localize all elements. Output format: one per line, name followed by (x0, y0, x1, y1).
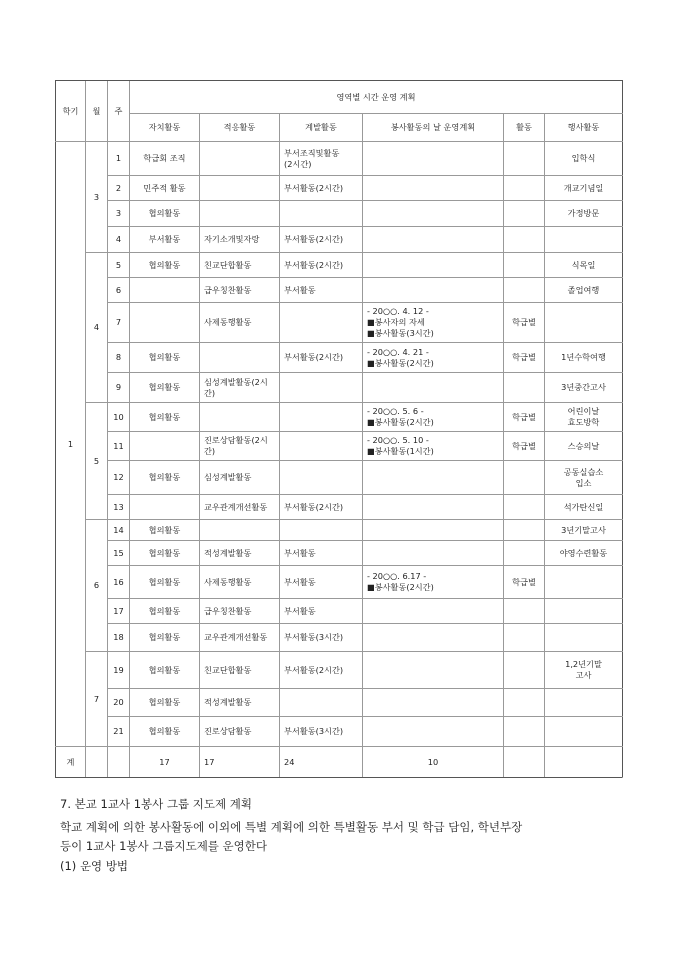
week-cell: 17 (108, 599, 130, 624)
header-col: 자치활동 (130, 114, 200, 142)
self-activity-cell: 협의활동 (130, 403, 200, 432)
event-cell (545, 373, 623, 403)
self-activity-cell (130, 303, 200, 343)
adapt-activity-cell: 심성계발활동 (200, 461, 280, 495)
adapt-activity-cell (200, 343, 280, 373)
dev-activity-cell (280, 253, 363, 278)
dev-activity-cell (280, 343, 363, 373)
table-row (56, 176, 623, 201)
week-cell: 14 (108, 520, 130, 541)
body-line-1: 학교 계획에 의한 봉사활동에 이외에 특별 계획에 의한 특별활동 부서 및 학급 담임, 학년부장 (60, 820, 523, 834)
week-cell: 3 (108, 201, 130, 227)
header-semester: 학기 (56, 81, 86, 142)
activity-cell (504, 717, 545, 747)
dev-activity-cell (280, 227, 363, 253)
month-cell: 3 (86, 142, 108, 253)
month-cell: 4 (86, 253, 108, 403)
self-activity-cell: 협의활동 (130, 520, 200, 541)
service-plan-cell (363, 717, 504, 747)
week-cell: 21 (108, 717, 130, 747)
month-cell: 6 (86, 520, 108, 652)
event-cell (545, 689, 623, 717)
table-row (56, 227, 623, 253)
header-col: 행사활동 (545, 114, 623, 142)
totals-empty (108, 747, 130, 778)
self-activity-cell (130, 495, 200, 520)
week-cell: 18 (108, 624, 130, 652)
dev-activity-cell (280, 142, 363, 176)
section-title: 7. 본교 1교사 1봉사 그룹 지도제 계획 (60, 797, 252, 811)
event-cell (545, 652, 623, 689)
totals-service: 10 (363, 747, 504, 778)
table-bottom-border (55, 777, 622, 778)
adapt-activity-cell: 사제동행활동 (200, 566, 280, 599)
service-plan-cell (363, 303, 504, 343)
service-plan-cell (363, 520, 504, 541)
service-plan-cell (363, 624, 504, 652)
header-row (56, 114, 623, 142)
table-row (56, 599, 623, 624)
activity-cell (504, 142, 545, 176)
self-activity-cell: 협의활동 (130, 599, 200, 624)
service-plan-cell (363, 201, 504, 227)
dev-activity-cell-line: 부서활동(2시간) (284, 234, 344, 244)
activity-cell: 학급별 (504, 403, 545, 432)
event-cell (545, 403, 623, 432)
event-cell-line: 3년기말고사 (561, 524, 606, 535)
activity-cell (504, 373, 545, 403)
table-row (56, 201, 623, 227)
week-cell: 4 (108, 227, 130, 253)
table-row (56, 652, 623, 689)
dev-activity-cell (280, 599, 363, 624)
dev-activity-cell-line: 부서조직및활동 (284, 147, 340, 158)
week-cell: 1 (108, 142, 130, 176)
dev-activity-cell (280, 461, 363, 495)
service-plan-cell (363, 373, 504, 403)
adapt-activity-cell (200, 142, 280, 176)
service-plan-cell (363, 652, 504, 689)
activity-cell (504, 599, 545, 624)
self-activity-cell: 협의활동 (130, 373, 200, 403)
activity-cell: 학급별 (504, 432, 545, 461)
service-plan-cell (363, 599, 504, 624)
activity-cell (504, 227, 545, 253)
event-cell (545, 343, 623, 373)
adapt-activity-cell: 사제동행활동 (200, 303, 280, 343)
week-cell: 19 (108, 652, 130, 689)
service-plan-cell-line: - 20○○. 4. 21 - (367, 346, 429, 357)
dev-activity-cell (280, 176, 363, 201)
service-plan-cell (363, 541, 504, 566)
event-cell-line: 1년수학여행 (561, 352, 606, 362)
event-cell (545, 624, 623, 652)
self-activity-cell: 민주적 활동 (130, 176, 200, 201)
table-row (56, 303, 623, 343)
service-plan-cell-line: ■봉사활동(2시간) (367, 582, 434, 592)
self-activity-cell (130, 432, 200, 461)
dev-activity-cell (280, 566, 363, 599)
event-cell-line: 개교기념일 (563, 182, 604, 193)
activity-cell (504, 652, 545, 689)
header-group-title: 영역별 시간 운영 계획 (130, 81, 623, 114)
totals-self: 17 (130, 747, 200, 778)
adapt-activity-cell: 진로상담활동 (200, 717, 280, 747)
event-cell-line: 입학식 (571, 153, 596, 163)
service-plan-cell (363, 566, 504, 599)
dev-activity-cell (280, 520, 363, 541)
activity-cell (504, 495, 545, 520)
subsection-title: (1) 운영 방법 (60, 859, 129, 873)
self-activity-cell: 부서활동 (130, 227, 200, 253)
service-plan-cell-line: ■봉사활동(2시간) (367, 357, 434, 368)
week-cell: 9 (108, 373, 130, 403)
self-activity-cell: 협의활동 (130, 689, 200, 717)
adapt-activity-cell: 교우관계개선활동 (200, 495, 280, 520)
header-col: 활동 (504, 114, 545, 142)
event-cell-line: 고사 (575, 670, 592, 680)
event-cell-line: 어린이날 (567, 406, 600, 416)
activity-cell (504, 624, 545, 652)
activity-cell: 학급별 (504, 566, 545, 599)
totals-dev: 24 (280, 747, 363, 778)
adapt-activity-cell (200, 201, 280, 227)
adapt-activity-cell: 적성계발활동 (200, 689, 280, 717)
totals-empty (86, 747, 108, 778)
service-plan-cell-line: ■봉사활동(3시간) (367, 328, 434, 338)
event-cell-line: 식목일 (571, 259, 596, 270)
adapt-activity-cell: 친교단합활동 (200, 652, 280, 689)
dev-activity-cell-line: 부서활동(2시간) (284, 664, 344, 675)
service-plan-cell-line: - 20○○. 6.17 - (367, 571, 427, 581)
service-plan-cell-line: ■봉사자의 자세 (367, 317, 425, 327)
activity-cell: 학급별 (504, 303, 545, 343)
event-cell-line: 효도방학 (567, 417, 600, 427)
dev-activity-cell (280, 432, 363, 461)
week-cell: 2 (108, 176, 130, 201)
event-cell-line: 1,2년기말 (565, 659, 602, 669)
event-cell (545, 717, 623, 747)
event-cell (545, 520, 623, 541)
service-plan-cell (363, 278, 504, 303)
adapt-activity-cell (200, 176, 280, 201)
week-cell: 11 (108, 432, 130, 461)
week-cell: 16 (108, 566, 130, 599)
service-plan-cell (363, 343, 504, 373)
event-cell-line: 스승의날 (567, 440, 600, 451)
table-row (56, 520, 623, 541)
dev-activity-cell (280, 403, 363, 432)
semester-cell: 1 (56, 142, 86, 747)
header-row (56, 81, 623, 114)
table-row (56, 624, 623, 652)
week-cell: 13 (108, 495, 130, 520)
adapt-activity-cell (200, 403, 280, 432)
event-cell-line: 석가탄신일 (563, 501, 604, 512)
week-cell: 5 (108, 253, 130, 278)
event-cell (545, 253, 623, 278)
header-week: 주 (108, 81, 130, 142)
event-cell (545, 201, 623, 227)
header-col: 적응활동 (200, 114, 280, 142)
dev-activity-cell-line: 부서활동 (284, 547, 316, 558)
table-row (56, 495, 623, 520)
event-cell (545, 495, 623, 520)
service-plan-cell (363, 253, 504, 278)
service-plan-cell (363, 176, 504, 201)
table-top-border (55, 80, 622, 81)
dev-activity-cell (280, 541, 363, 566)
self-activity-cell: 협의활동 (130, 566, 200, 599)
table-row (56, 566, 623, 599)
dev-activity-cell (280, 689, 363, 717)
week-cell: 20 (108, 689, 130, 717)
week-cell: 8 (108, 343, 130, 373)
service-plan-cell (363, 227, 504, 253)
totals-empty (545, 747, 623, 778)
service-plan-cell-line: - 20○○. 5. 10 - (367, 435, 429, 445)
adapt-activity-cell: 진로상담활동(2시간) (200, 432, 280, 461)
dev-activity-cell (280, 278, 363, 303)
adapt-activity-cell: 자기소개및자랑 (200, 227, 280, 253)
dev-activity-cell-line: 부서활동(2시간) (284, 182, 344, 193)
event-cell (545, 566, 623, 599)
service-plan-cell-line: ■봉사활동(2시간) (367, 417, 434, 427)
service-plan-cell-line: - 20○○. 5. 6 - (367, 406, 424, 416)
activity-cell (504, 541, 545, 566)
month-cell: 5 (86, 403, 108, 520)
event-cell (545, 303, 623, 343)
service-plan-cell (363, 403, 504, 432)
self-activity-cell: 학급회 조직 (130, 142, 200, 176)
self-activity-cell: 협의활동 (130, 343, 200, 373)
dev-activity-cell (280, 373, 363, 403)
activity-cell (504, 176, 545, 201)
table-row (56, 689, 623, 717)
event-cell (545, 227, 623, 253)
activity-cell (504, 461, 545, 495)
event-cell-line: 공동실습소 (563, 466, 604, 477)
table-row (56, 541, 623, 566)
dev-activity-cell-line: 부서활동 (284, 576, 316, 587)
week-cell: 7 (108, 303, 130, 343)
service-plan-cell (363, 461, 504, 495)
adapt-activity-cell: 적성계발활동 (200, 541, 280, 566)
totals-row (56, 747, 623, 778)
dev-activity-cell-line: 부서활동(2시간) (284, 352, 344, 362)
service-plan-cell (363, 689, 504, 717)
service-plan-cell-line: - 20○○. 4. 12 - (367, 306, 429, 316)
activity-cell (504, 201, 545, 227)
header-col: 봉사활동의 날 운영계획 (363, 114, 504, 142)
self-activity-cell: 협의활동 (130, 461, 200, 495)
dev-activity-cell-line: (2시간) (284, 158, 312, 169)
dev-activity-cell (280, 717, 363, 747)
service-plan-cell (363, 142, 504, 176)
adapt-activity-cell: 급우칭찬활동 (200, 278, 280, 303)
self-activity-cell: 협의활동 (130, 541, 200, 566)
dev-activity-cell-line: 부서활동 (284, 605, 316, 616)
event-cell (545, 599, 623, 624)
dev-activity-cell (280, 201, 363, 227)
week-cell: 15 (108, 541, 130, 566)
dev-activity-cell-line: 부서활동(3시간) (284, 632, 344, 642)
month-cell: 7 (86, 652, 108, 747)
adapt-activity-cell: 심성계발활동(2시간) (200, 373, 280, 403)
dev-activity-cell-line: 부서활동(2시간) (284, 501, 344, 512)
self-activity-cell: 협의활동 (130, 717, 200, 747)
event-cell (545, 278, 623, 303)
table-row (56, 432, 623, 461)
event-cell (545, 142, 623, 176)
adapt-activity-cell: 급우칭찬활동 (200, 599, 280, 624)
dev-activity-cell-line: 부서활동(3시간) (284, 726, 344, 736)
dev-activity-cell (280, 624, 363, 652)
table-row (56, 343, 623, 373)
totals-label: 계 (56, 747, 86, 778)
event-cell-line: 입소 (575, 477, 592, 488)
service-plan-cell-line: ■봉사활동(1시간) (367, 446, 434, 456)
event-cell (545, 176, 623, 201)
adapt-activity-cell (200, 520, 280, 541)
event-cell-line: 3년중간고사 (561, 382, 606, 392)
totals-adapt: 17 (200, 747, 280, 778)
self-activity-cell (130, 278, 200, 303)
adapt-activity-cell: 교우관계개선활동 (200, 624, 280, 652)
table-row (56, 142, 623, 176)
self-activity-cell: 협의활동 (130, 201, 200, 227)
schedule-table (55, 80, 623, 778)
week-cell: 10 (108, 403, 130, 432)
event-cell-line: 졸업여행 (567, 284, 600, 295)
self-activity-cell: 협의활동 (130, 253, 200, 278)
table-row (56, 253, 623, 278)
service-plan-cell (363, 495, 504, 520)
dev-activity-cell (280, 303, 363, 343)
table-row (56, 717, 623, 747)
dev-activity-cell (280, 652, 363, 689)
self-activity-cell: 협의활동 (130, 624, 200, 652)
event-cell (545, 432, 623, 461)
activity-cell (504, 520, 545, 541)
table-row (56, 373, 623, 403)
event-cell (545, 541, 623, 566)
self-activity-cell: 협의활동 (130, 652, 200, 689)
dev-activity-cell-line: 부서활동 (284, 284, 316, 295)
header-month: 월 (86, 81, 108, 142)
activity-cell (504, 253, 545, 278)
table-row (56, 278, 623, 303)
table-row (56, 403, 623, 432)
event-cell-line: 야영수련활동 (559, 547, 608, 558)
event-cell-line: 가정방문 (567, 208, 600, 218)
header-col: 계발활동 (280, 114, 363, 142)
table-row (56, 461, 623, 495)
activity-cell: 학급별 (504, 343, 545, 373)
week-cell: 12 (108, 461, 130, 495)
event-cell (545, 461, 623, 495)
dev-activity-cell (280, 495, 363, 520)
week-cell: 6 (108, 278, 130, 303)
dev-activity-cell-line: 부서활동(2시간) (284, 259, 344, 270)
totals-empty (504, 747, 545, 778)
body-line-2: 등이 1교사 1봉사 그룹지도제를 운영한다 (60, 839, 267, 853)
service-plan-cell (363, 432, 504, 461)
activity-cell (504, 278, 545, 303)
adapt-activity-cell: 친교단합활동 (200, 253, 280, 278)
activity-cell (504, 689, 545, 717)
